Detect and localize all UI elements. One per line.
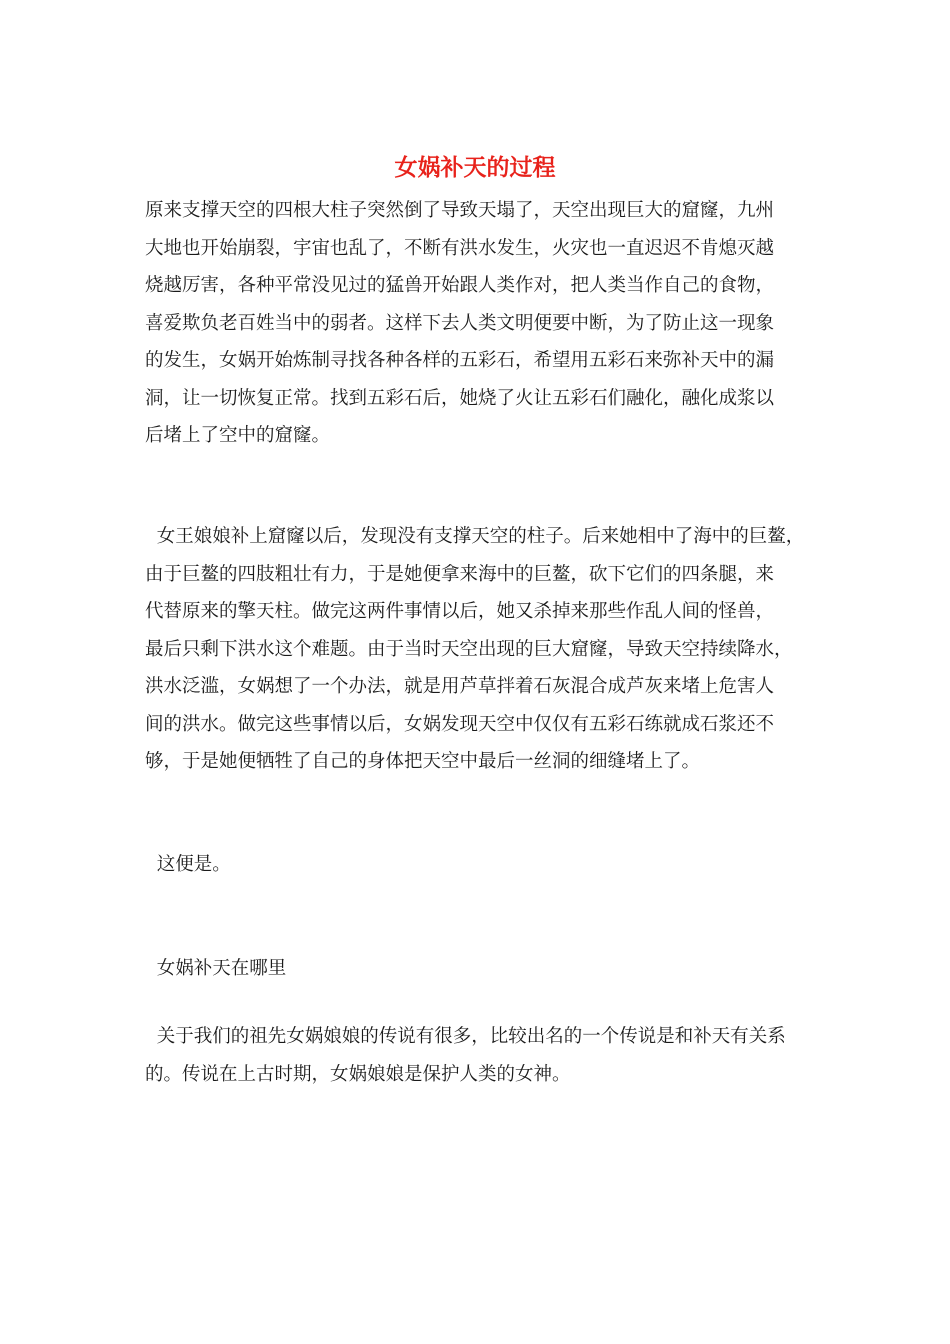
- text-line: 的。传说在上古时期，女娲娘娘是保护人类的女神。: [145, 1063, 571, 1085]
- text-line: 大地也开始崩裂，宇宙也乱了，不断有洪水发生，火灾也一直迟迟不肯熄灭越: [145, 237, 775, 259]
- text-line: 女王娘娘补上窟窿以后，发现没有支撑天空的柱子。后来她相中了海中的巨鳌，: [145, 526, 805, 547]
- text-line: 最后只剩下洪水这个难题。由于当时天空出现的巨大窟窿，导致天空持续降水，: [145, 638, 793, 660]
- document-title: 女娲补天的过程: [394, 154, 556, 181]
- paragraph-1: [145, 192, 825, 455]
- text-line: 洪水泛滥，女娲想了一个办法，就是用芦草拌着石灰混合成芦灰来堵上危害人: [145, 676, 775, 697]
- text-line: 的发生，女娲开始炼制寻找各种各样的五彩石，希望用五彩石来弥补天中的漏: [145, 350, 775, 371]
- text-line: 原来支撑天空的四根大柱子突然倒了导致天塌了，天空出现巨大的窟窿，九州: [145, 200, 775, 221]
- text-line: 代替原来的擎天柱。做完这两件事情以后，她又杀掉来那些作乱人间的怪兽，: [145, 601, 775, 622]
- paragraph-2: [145, 518, 825, 781]
- text-line: 女娲补天在哪里: [145, 958, 287, 979]
- text-line: 够，于是她便牺牲了自己的身体把天空中最后一丝洞的细缝堵上了。: [145, 751, 701, 772]
- text-line: 喜爱欺负老百姓当中的弱者。这样下去人类文明便要中断，为了防止这一现象: [145, 312, 775, 334]
- paragraph-5: [145, 1018, 825, 1093]
- section-heading: [145, 950, 825, 988]
- text-line: 烧越厉害，各种平常没见过的猛兽开始跟人类作对，把人类当作自己的食物，: [145, 275, 775, 296]
- text-line: 这便是。: [145, 854, 231, 875]
- text-line: 由于巨鳌的四肢粗壮有力，于是她便拿来海中的巨鳌，砍下它们的四条腿，来: [145, 563, 775, 585]
- text-line: 间的洪水。做完这些事情以后，女娲发现天空中仅仅有五彩石练就成石浆还不: [145, 713, 775, 735]
- text-line: 关于我们的祖先女娲娘娘的传说有很多，比较出名的一个传说是和补天有关系: [145, 1026, 786, 1047]
- paragraph-3: [145, 846, 825, 884]
- text-line: 后堵上了空中的窟窿。: [145, 425, 331, 446]
- text-line: 洞，让一切恢复正常。找到五彩石后，她烧了火让五彩石们融化，融化成浆以: [145, 387, 775, 409]
